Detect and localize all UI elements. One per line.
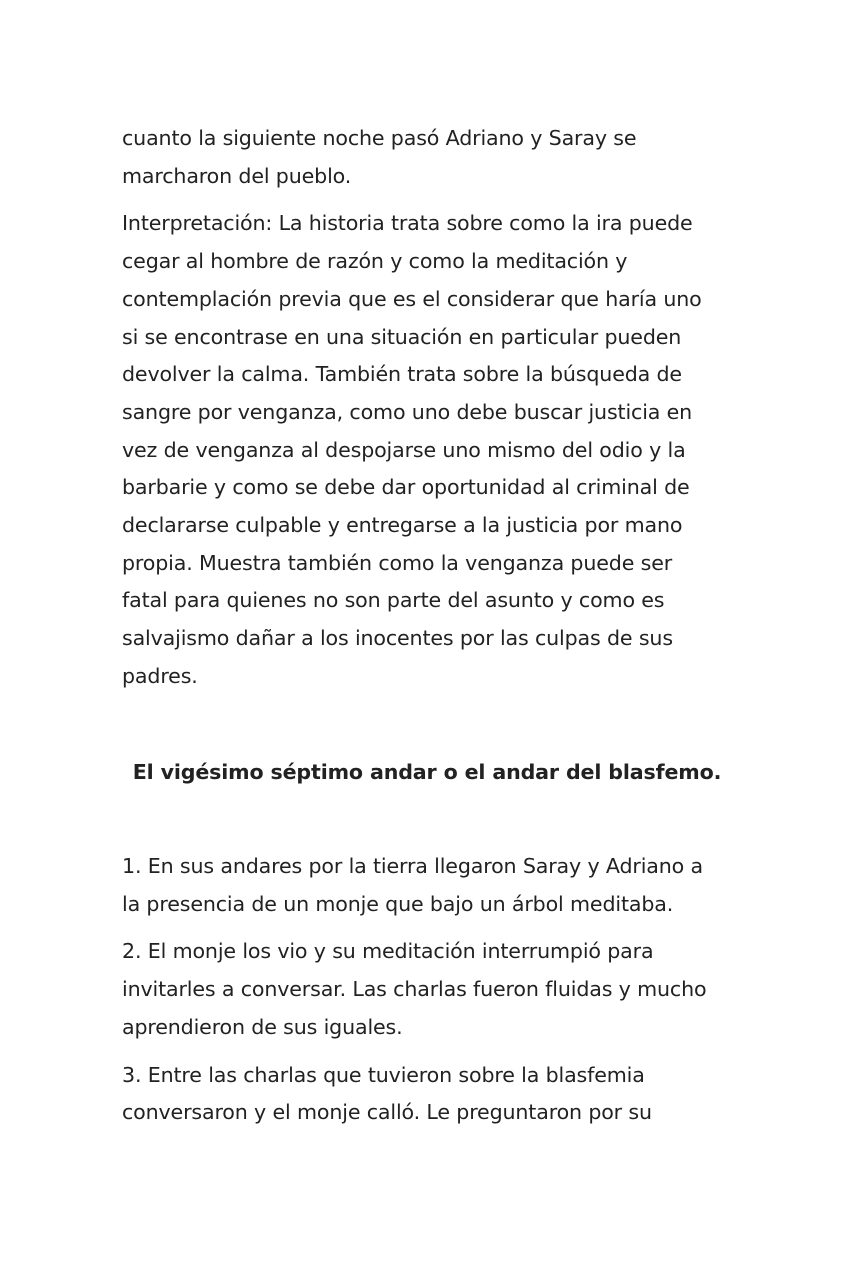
verse-2: 2. El monje los vio y su meditación interrumpió para invitarles a conversar. Las charlas fueron fluidas y mucho aprendieron de sus iguales.	[122, 939, 707, 1039]
verse-3: 3. Entre las charlas que tuvieron sobre la blasfemia conversaron y el monje calló. Le preguntaron por su	[122, 1062, 652, 1125]
section-heading: El vigésimo séptimo andar o el andar del blasfemo.	[132, 760, 722, 784]
verse-1: 1. En sus andares por la tierra llegaron Saray y Adriano a la presencia de un monje que bajo un árbol meditaba.	[122, 854, 703, 916]
numbered-verses	[122, 848, 722, 1142]
paragraph-ending: cuanto la siguiente noche pasó Adriano y Saray se marcharon del pueblo.	[122, 126, 637, 188]
paragraph-interpretation: Interpretación: La historia trata sobre como la ira puede cegar al hombre de razón y como la meditación y contemplación previa que es el considerar que haría uno si se encontrase en una situación en particular pueden devolver la calma. También trata sobre la búsqueda de sangre por venganza, como uno debe buscar justicia en vez de venganza al despojarse uno mismo del odio y la barbarie y como se debe dar oportunidad al criminal de declararse culpable y entregarse a la justicia por mano propia. Muestra también como la venganza puede ser fatal para quienes no son parte del asunto y como es salvajismo dañar a los inocentes por las culpas de sus padres.	[122, 211, 702, 688]
document-page	[122, 120, 722, 1125]
